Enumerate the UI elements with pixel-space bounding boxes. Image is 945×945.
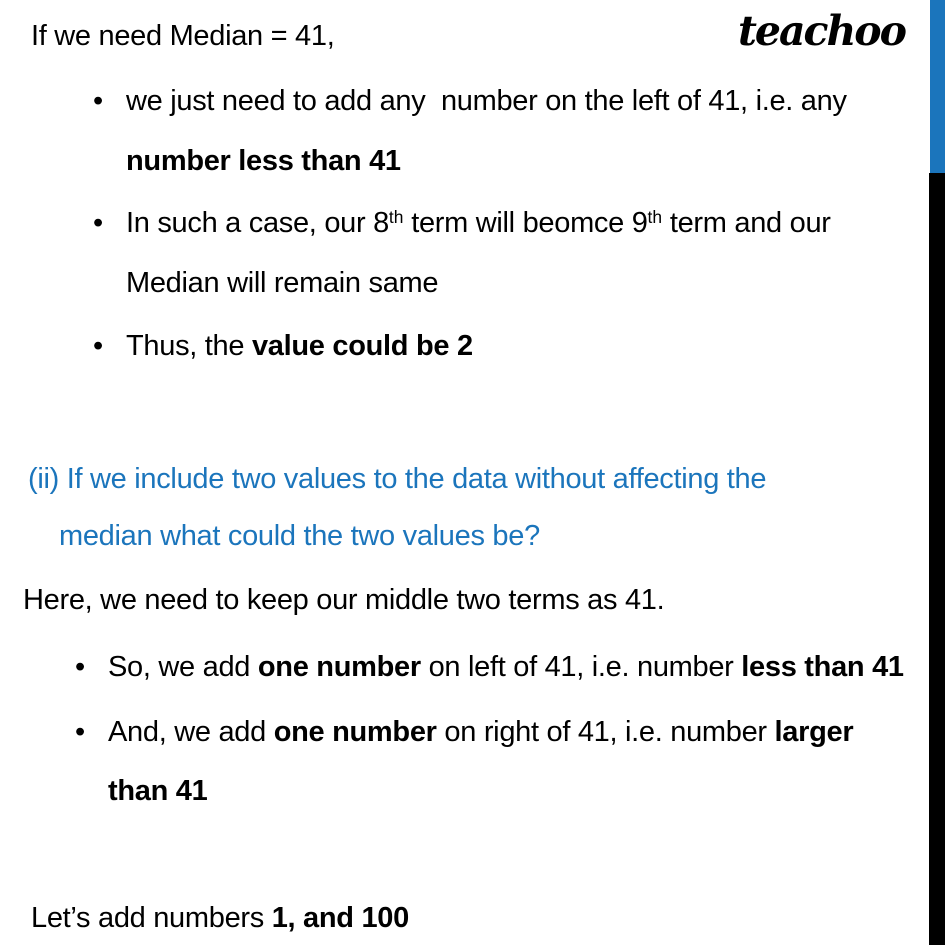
text-segment: If we need Median = 41, [31,20,335,52]
bullet-item-5-line-2 [108,774,207,808]
bullet-icon: • [75,716,85,748]
text-segment-bold: value could be 2 [251,330,473,362]
text-segment: term and our [662,207,831,239]
text-segment: median what could the two values be? [59,520,540,552]
bullet-item-4 [75,650,904,684]
question-ii-line-1 [28,462,766,496]
bullet-item-2-line-2 [126,266,438,300]
bullet-item-5-line-1 [75,715,854,749]
bullet-item-3 [93,329,473,363]
text-segment: Median will remain same [126,267,439,299]
superscript-th: th [388,207,404,228]
text-segment: And, we add [108,716,274,748]
teachoo-logo: teachoo [737,7,905,55]
text-segment: term will beomce 9 [403,207,648,239]
text-segment-bold: number less than 41 [126,145,401,177]
right-edge-blue-bar [930,0,945,173]
bullet-icon: • [93,85,103,117]
text-segment: Let’s add numbers [31,902,272,934]
text-segment-bold: than 41 [108,775,208,807]
bullet-item-2-line-1 [93,206,831,243]
bullet-icon: • [93,207,103,239]
text-segment: on left of 41, i.e. number [420,651,742,683]
bullet-item-1-line-2 [126,144,401,178]
text-segment: In such a case, our 8 [126,207,389,239]
here-line [23,583,664,617]
right-edge-black-bar [929,173,945,945]
text-segment: Here, we need to keep our middle two terms as 41. [23,584,665,616]
text-segment: on right of 41, i.e. number [436,716,775,748]
text-segment: we just need to add any number on the left of 41, i.e. any [126,85,847,117]
text-segment: So, we add [108,651,258,683]
intro-line [31,19,334,53]
bullet-icon: • [75,651,85,683]
superscript-th: th [647,207,663,228]
bullet-icon: • [93,330,103,362]
text-segment: (ii) If we include two values to the data without affecting the [28,463,767,495]
text-segment: Thus, the [126,330,252,362]
text-segment-bold: 1, and 100 [271,902,409,934]
closing-line [31,901,409,935]
text-segment-bold: one number [257,651,421,683]
bullet-item-1-line-1 [93,84,847,118]
text-segment-bold: one number [273,716,437,748]
text-segment-bold: less than 41 [741,651,904,683]
question-ii-line-2 [59,519,540,553]
text-segment-bold: larger [774,716,854,748]
